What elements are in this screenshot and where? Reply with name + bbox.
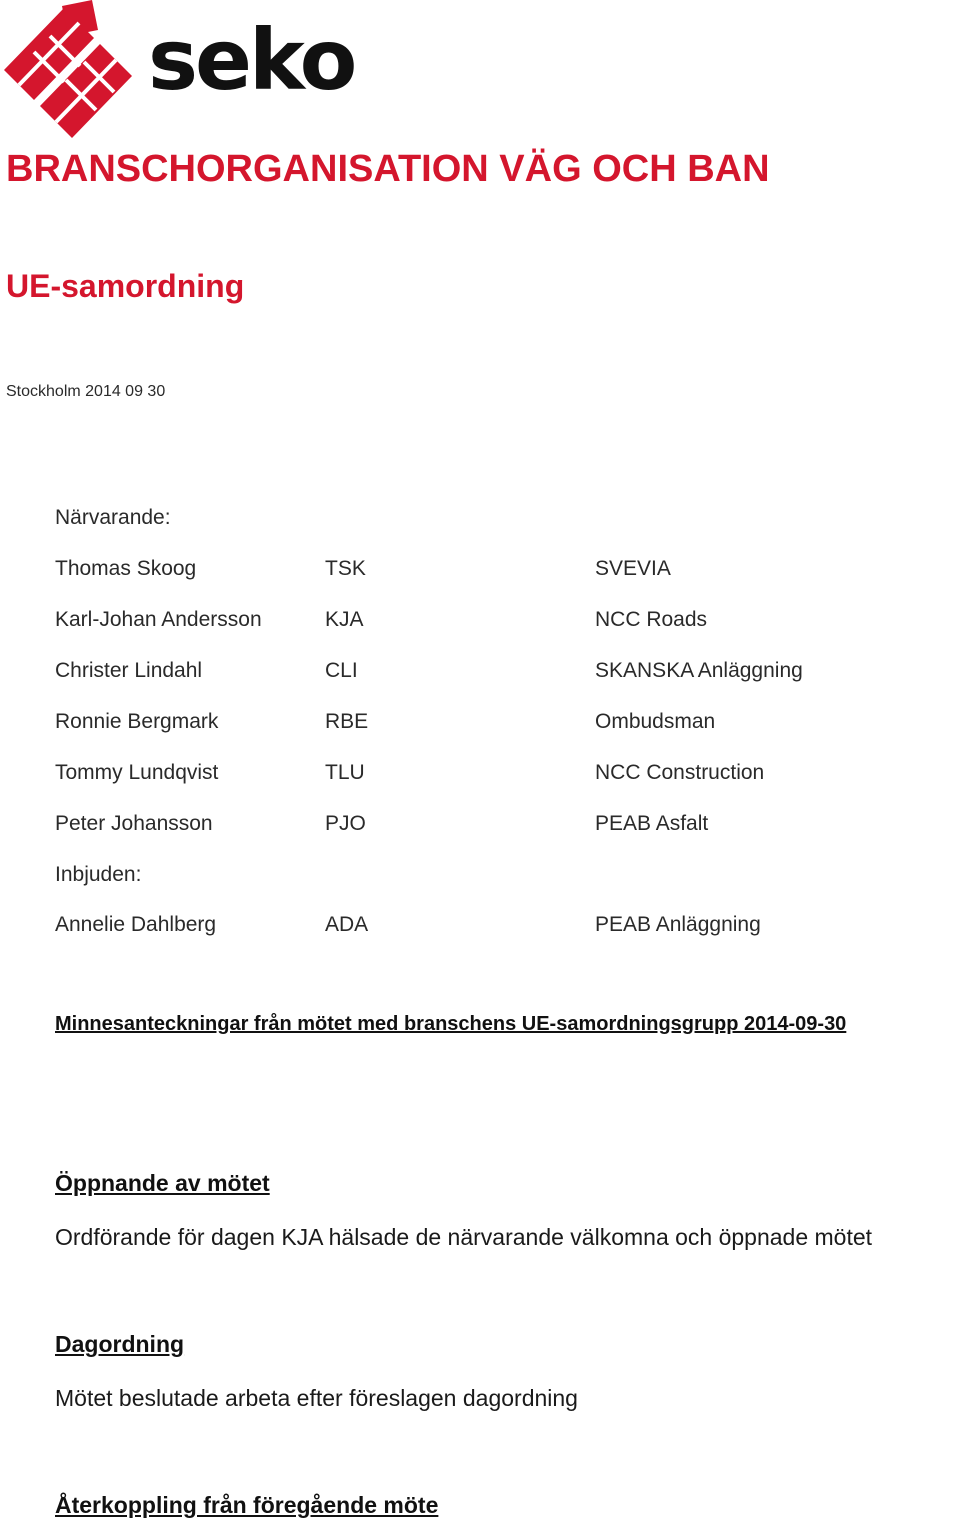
section-heading-agenda: Dagordning [55, 1331, 185, 1357]
invited-code: ADA [325, 913, 369, 936]
attendee-name: Tommy Lundqvist [55, 761, 219, 784]
attendee-org: PEAB Asfalt [595, 812, 709, 835]
attendee-row [0, 608, 960, 638]
invited-org: PEAB Anläggning [595, 913, 761, 936]
seko-logo [0, 0, 355, 140]
attendee-code: KJA [325, 608, 364, 631]
place-date: Stockholm 2014 09 30 [6, 383, 166, 400]
attendee-code: PJO [325, 812, 366, 835]
present-label: Närvarande: [55, 506, 171, 529]
minutes-heading: Minnesanteckningar från mötet med branschens UE-samordningsgrupp 2014-09-30 [55, 1013, 847, 1035]
attendee-row [0, 659, 960, 689]
attendee-code: TLU [325, 761, 365, 784]
attendee-name: Peter Johansson [55, 812, 213, 835]
attendee-name: Ronnie Bergmark [55, 710, 219, 733]
attendee-code: TSK [325, 557, 366, 580]
invited-name: Annelie Dahlberg [55, 913, 217, 936]
seko-mark-icon [0, 0, 140, 140]
attendee-name: Christer Lindahl [55, 659, 203, 682]
attendee-row [0, 557, 960, 587]
section-heading-feedback: Återkoppling från föregående möte [55, 1492, 439, 1518]
section-heading-opening: Öppnande av mötet [55, 1170, 270, 1196]
invited-label: Inbjuden: [55, 863, 142, 886]
attendee-code: RBE [325, 710, 369, 733]
attendee-row [0, 761, 960, 791]
attendee-org: NCC Construction [595, 761, 765, 784]
attendee-code: CLI [325, 659, 358, 682]
attendee-org: NCC Roads [595, 608, 708, 631]
attendee-name: Karl-Johan Andersson [55, 608, 262, 631]
attendee-row [0, 710, 960, 740]
attendee-name: Thomas Skoog [55, 557, 197, 580]
section-text-agenda: Mötet beslutade arbeta efter föreslagen dagordning [55, 1385, 578, 1411]
attendee-org: SKANSKA Anläggning [595, 659, 803, 682]
attendee-org: SVEVIA [595, 557, 671, 580]
document-subtitle: UE-samordning [6, 268, 245, 304]
seko-wordmark: seko [148, 11, 355, 109]
organisation-title: BRANSCHORGANISATION VÄG OCH BAN [6, 148, 770, 190]
invited-row [0, 913, 960, 943]
attendee-org: Ombudsman [595, 710, 716, 733]
section-text-opening: Ordförande för dagen KJA hälsade de närvarande välkomna och öppnade mötet [55, 1224, 873, 1250]
attendee-row [0, 812, 960, 842]
